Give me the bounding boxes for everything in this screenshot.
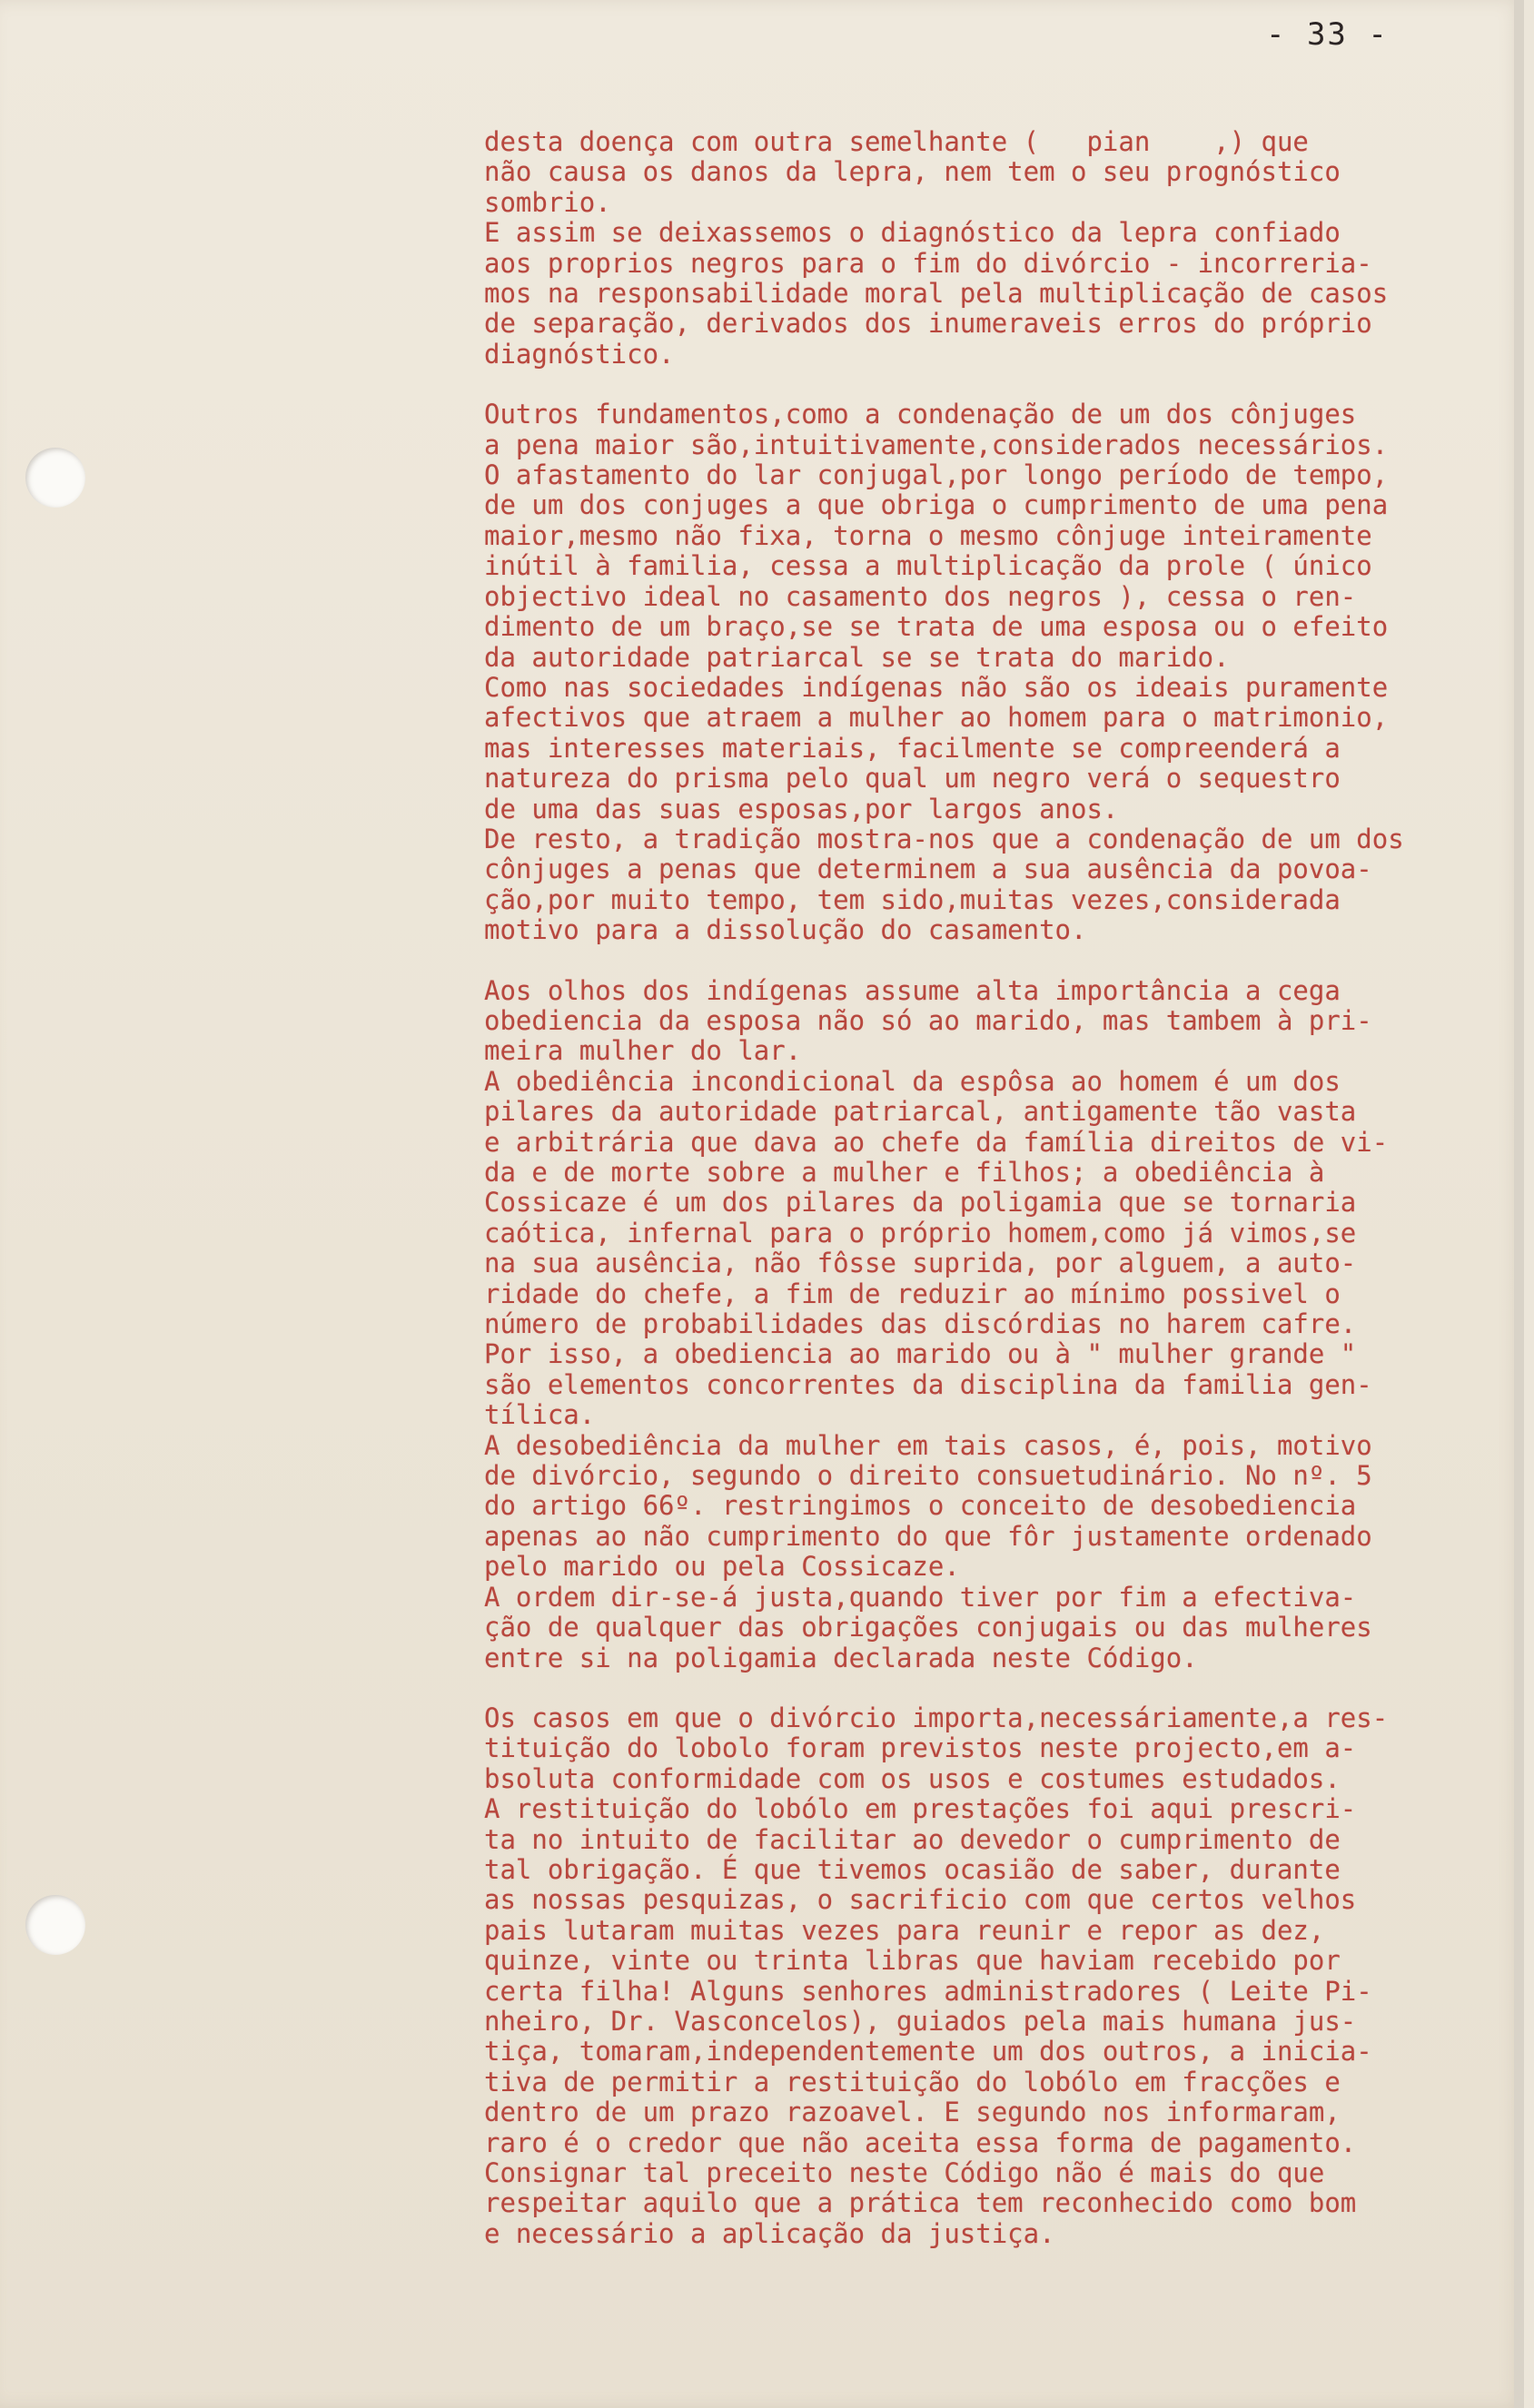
text-line: certa filha! Alguns senhores administradores ( Leite Pi-	[484, 1975, 1372, 2007]
text-line: quinze, vinte ou trinta libras que haviam recebido por	[484, 1945, 1341, 1977]
text-line: mas interesses materiais, facilmente se compreenderá a	[484, 732, 1341, 764]
text-line: maior,mesmo não fixa, torna o mesmo cônjuge inteiramente	[484, 519, 1372, 551]
text-line: A restituição do lobólo em prestações foi aqui prescri-	[484, 1793, 1357, 1825]
text-line: objectivo ideal no casamento dos negros ), cessa o ren-	[484, 580, 1357, 612]
text-line: caótica, infernal para o próprio homem,como já vimos,se	[484, 1217, 1357, 1248]
text-line: Como nas sociedades indígenas não são os ideais puramente	[484, 671, 1389, 703]
text-line: motivo para a dissolução do casamento.	[484, 914, 1087, 946]
text-line: desta doença com outra semelhante ( pian ,) que	[484, 126, 1309, 157]
text-line: na sua ausência, não fôsse suprida, por alguem, a auto-	[484, 1248, 1357, 1279]
text-line: E assim se deixassemos o diagnóstico da lepra confiado	[484, 217, 1341, 249]
text-line: as nossas pesquizas, o sacrificio com que certos velhos	[484, 1884, 1357, 1916]
text-line: ta no intuito de facilitar ao devedor o cumprimento de	[484, 1823, 1341, 1855]
paragraph-lobolo	[484, 1703, 1521, 2249]
text-line: e necessário a aplicação da justiça.	[484, 2217, 1055, 2249]
text-line: não causa os danos da lepra, nem tem o seu prognóstico	[484, 156, 1341, 188]
text-line: diagnóstico.	[484, 338, 675, 370]
text-line: e arbitrária que dava ao chefe da família direitos de vi-	[484, 1126, 1389, 1158]
text-line: cônjuges a penas que determinem a sua ausência da povoa-	[484, 854, 1372, 885]
text-line: nheiro, Dr. Vasconcelos), guiados pela mais humana jus-	[484, 2005, 1357, 2037]
body-text	[484, 127, 1521, 2249]
text-line: da e de morte sobre a mulher e filhos; a obediência à	[484, 1157, 1325, 1188]
text-line: Cossicaze é um dos pilares da poligamia que se tornaria	[484, 1187, 1357, 1219]
paragraph-gap	[484, 1673, 1521, 1703]
paragraph-obediencia	[484, 976, 1521, 1673]
paragraph-gap	[484, 370, 1521, 400]
text-line: ção de qualquer das obrigações conjugais ou das mulheres	[484, 1612, 1372, 1643]
paragraph-lepra-diagnosis	[484, 127, 1521, 370]
text-line: A obediência incondicional da espôsa ao homem é um dos	[484, 1065, 1341, 1097]
text-line: tituição do lobolo foram previstos neste projecto,em a-	[484, 1732, 1357, 1764]
text-line: natureza do prisma pelo qual um negro verá o sequestro	[484, 763, 1341, 794]
text-line: são elementos concorrentes da disciplina da familia gen-	[484, 1368, 1372, 1400]
text-line: A ordem dir-se-á justa,quando tiver por fim a efectiva-	[484, 1581, 1357, 1613]
text-line: Por isso, a obediencia ao marido ou à " mulher grande "	[484, 1338, 1357, 1370]
text-line: Consignar tal preceito neste Código não é mais do que	[484, 2157, 1325, 2188]
text-line: ridade do chefe, a fim de reduzir ao mínimo possivel o	[484, 1278, 1341, 1309]
text-line: bsoluta conformidade com os usos e costumes estudados.	[484, 1762, 1341, 1794]
punch-hole-top	[25, 448, 85, 508]
text-line: tiva de permitir a restituição do lobólo em fracções e	[484, 2066, 1341, 2097]
text-line: pais lutaram muitas vezes para reunir e repor as dez,	[484, 1914, 1325, 1946]
text-line: Os casos em que o divórcio importa,necessáriamente,a res-	[484, 1702, 1389, 1733]
text-line: Aos olhos dos indígenas assume alta importância a cega	[484, 974, 1341, 1006]
text-line: pilares da autoridade patriarcal, antigamente tão vasta	[484, 1096, 1357, 1128]
text-line: De resto, a tradição mostra-nos que a condenação de um dos	[484, 823, 1404, 854]
paragraph-condenacao	[484, 400, 1521, 945]
page-number: - 33 -	[1266, 16, 1389, 53]
scan-edge	[1514, 0, 1524, 2408]
text-line: mos na responsabilidade moral pela multiplicação de casos	[484, 278, 1389, 310]
text-line: meira mulher do lar.	[484, 1035, 802, 1067]
text-line: afectivos que atraem a mulher ao homem para o matrimonio,	[484, 702, 1389, 734]
text-line: A desobediência da mulher em tais casos, é, pois, motivo	[484, 1429, 1372, 1461]
text-line: de um dos conjuges a que obriga o cumprimento de uma pena	[484, 489, 1389, 521]
text-line: número de probabilidades das discórdias no harem cafre.	[484, 1308, 1357, 1340]
paragraph-gap	[484, 946, 1521, 976]
text-line: de divórcio, segundo o direito consuetudinário. No nº. 5	[484, 1460, 1372, 1492]
text-line: raro é o credor que não aceita essa forma de pagamento.	[484, 2127, 1357, 2158]
text-line: pelo marido ou pela Cossicaze.	[484, 1551, 960, 1583]
punch-hole-bottom	[25, 1895, 85, 1955]
text-line: O afastamento do lar conjugal,por longo período de tempo,	[484, 459, 1389, 491]
text-line: tílica.	[484, 1399, 596, 1431]
text-line: sombrio.	[484, 186, 611, 218]
text-line: da autoridade patriarcal se se trata do marido.	[484, 641, 1230, 673]
text-line: inútil à familia, cessa a multiplicação da prole ( único	[484, 550, 1372, 582]
text-line: de uma das suas esposas,por largos anos.	[484, 793, 1119, 824]
text-line: Outros fundamentos,como a condenação de um dos cônjuges	[484, 399, 1357, 430]
text-line: de separação, derivados dos inumeraveis erros do próprio	[484, 308, 1372, 340]
text-line: do artigo 66º. restringimos o conceito de desobediencia	[484, 1490, 1357, 1522]
text-line: apenas ao não cumprimento do que fôr justamente ordenado	[484, 1520, 1372, 1552]
text-line: ção,por muito tempo, tem sido,muitas vezes,considerada	[484, 883, 1341, 915]
text-line: dentro de um prazo razoavel. E segundo nos informaram,	[484, 2097, 1341, 2128]
text-line: entre si na poligamia declarada neste Código.	[484, 1642, 1198, 1673]
text-line: aos proprios negros para o fim do divórcio - incorreria-	[484, 247, 1372, 279]
text-line: tiça, tomaram,independentemente um dos outros, a inicia-	[484, 2036, 1372, 2068]
text-line: obediencia da esposa não só ao marido, mas tambem à pri-	[484, 1004, 1372, 1036]
text-line: tal obrigação. É que tivemos ocasião de saber, durante	[484, 1853, 1341, 1885]
text-line: a pena maior são,intuitivamente,considerados necessários.	[484, 429, 1389, 460]
text-line: dimento de um braço,se se trata de uma esposa ou o efeito	[484, 611, 1389, 643]
text-line: respeitar aquilo que a prática tem reconhecido como bom	[484, 2187, 1357, 2219]
